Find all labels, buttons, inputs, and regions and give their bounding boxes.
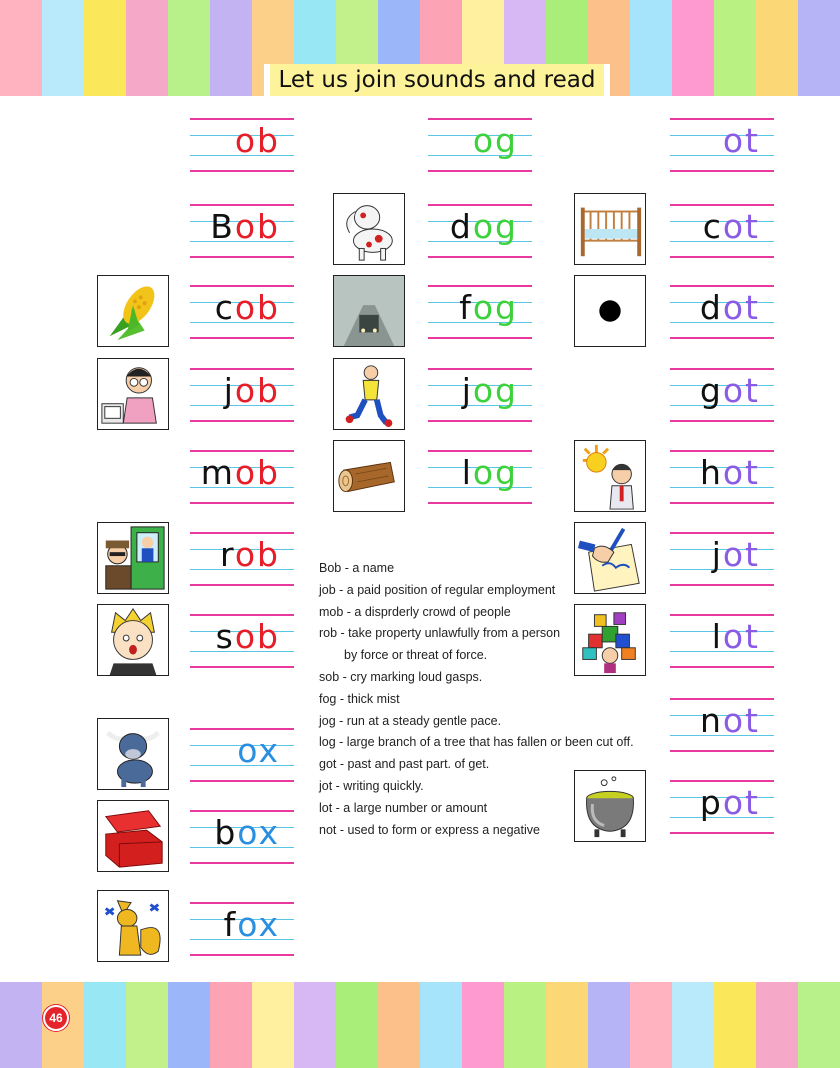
- page-number: 46: [43, 1005, 69, 1031]
- page-title: Let us join sounds and read: [264, 64, 610, 96]
- definition-item: rob - take property unlawfully from a person: [319, 626, 561, 641]
- stripe: [462, 982, 504, 1068]
- stripe: [546, 982, 588, 1068]
- foggy-road-icon: [333, 275, 405, 347]
- stripe: [0, 982, 42, 1068]
- definition-item: not - used to form or express a negative: [319, 822, 540, 837]
- stripe: [756, 982, 798, 1068]
- word-lot: lot: [670, 614, 774, 666]
- definition-item: mob - a disprderly crowd of people: [319, 604, 511, 619]
- stripe: [420, 982, 462, 1068]
- office-worker-icon: [97, 358, 169, 430]
- stripe: [126, 0, 168, 96]
- word-dog: dog: [428, 204, 532, 256]
- dog-icon: [333, 193, 405, 265]
- stripe: [336, 982, 378, 1068]
- stripe: [210, 982, 252, 1068]
- fox-icon: [97, 890, 169, 962]
- stripe: [756, 0, 798, 96]
- hot-sun-icon: [574, 440, 646, 512]
- word-fog: fog: [428, 285, 532, 337]
- definition-item: got - past and past part. of get.: [319, 757, 490, 772]
- word-got: got: [670, 368, 774, 420]
- stripe: [294, 982, 336, 1068]
- word-fox: fox: [190, 902, 294, 954]
- stripe: [714, 0, 756, 96]
- word-ot: ot: [670, 118, 774, 170]
- log-icon: [333, 440, 405, 512]
- word-og: og: [428, 118, 532, 170]
- cot-icon: [574, 193, 646, 265]
- word-rob: rob: [190, 532, 294, 584]
- definition-item: Bob - a name: [319, 561, 395, 575]
- bottom-stripe-banner: [0, 982, 840, 1068]
- stripe: [714, 982, 756, 1068]
- definition-item: fog - thick mist: [319, 691, 400, 706]
- stripe: [630, 982, 672, 1068]
- stripe: [210, 0, 252, 96]
- word-cot: cot: [670, 204, 774, 256]
- stripe: [84, 982, 126, 1068]
- word-not: not: [670, 698, 774, 750]
- definition-item: log - large branch of a tree that has fallen or been cut off.: [319, 735, 634, 750]
- word-ox: ox: [190, 728, 294, 780]
- definition-item: job - a paid position of regular employment: [319, 582, 556, 597]
- word-job: job: [190, 368, 294, 420]
- ox-icon: [97, 718, 169, 790]
- corn-cob-icon: [97, 275, 169, 347]
- stripe: [0, 0, 42, 96]
- word-jot: jot: [670, 532, 774, 584]
- red-box-icon: [97, 800, 169, 872]
- word-sob: sob: [190, 614, 294, 666]
- definition-item: jog - run at a steady gentle pace.: [319, 713, 502, 728]
- stripe: [378, 982, 420, 1068]
- stripe: [252, 982, 294, 1068]
- definition-item: sob - cry marking loud gasps.: [319, 669, 483, 684]
- word-mob: mob: [190, 450, 294, 502]
- jogger-icon: [333, 358, 405, 430]
- definition-list: [319, 558, 634, 841]
- robber-icon: [97, 522, 169, 594]
- stripe: [84, 0, 126, 96]
- dot-icon: [574, 275, 646, 347]
- word-bob: Bob: [190, 204, 294, 256]
- word-dot: dot: [670, 285, 774, 337]
- stripe: [168, 982, 210, 1068]
- stripe: [588, 982, 630, 1068]
- word-ob: ob: [190, 118, 294, 170]
- stripe: [798, 982, 840, 1068]
- word-cob: cob: [190, 285, 294, 337]
- stripe: [672, 982, 714, 1068]
- crying-boy-icon: [97, 604, 169, 676]
- word-pot: pot: [670, 780, 774, 832]
- word-log: log: [428, 450, 532, 502]
- stripe: [504, 982, 546, 1068]
- word-hot: hot: [670, 450, 774, 502]
- stripe: [126, 982, 168, 1068]
- stripe: [798, 0, 840, 96]
- definition-item: jot - writing quickly.: [319, 778, 424, 793]
- stripe: [168, 0, 210, 96]
- word-box: box: [190, 810, 294, 862]
- word-jog: jog: [428, 368, 532, 420]
- definition-item: lot - a large number or amount: [319, 800, 488, 815]
- definition-item: by force or threat of force.: [344, 648, 488, 663]
- stripe: [42, 0, 84, 96]
- stripe: [630, 0, 672, 96]
- stripe: [672, 0, 714, 96]
